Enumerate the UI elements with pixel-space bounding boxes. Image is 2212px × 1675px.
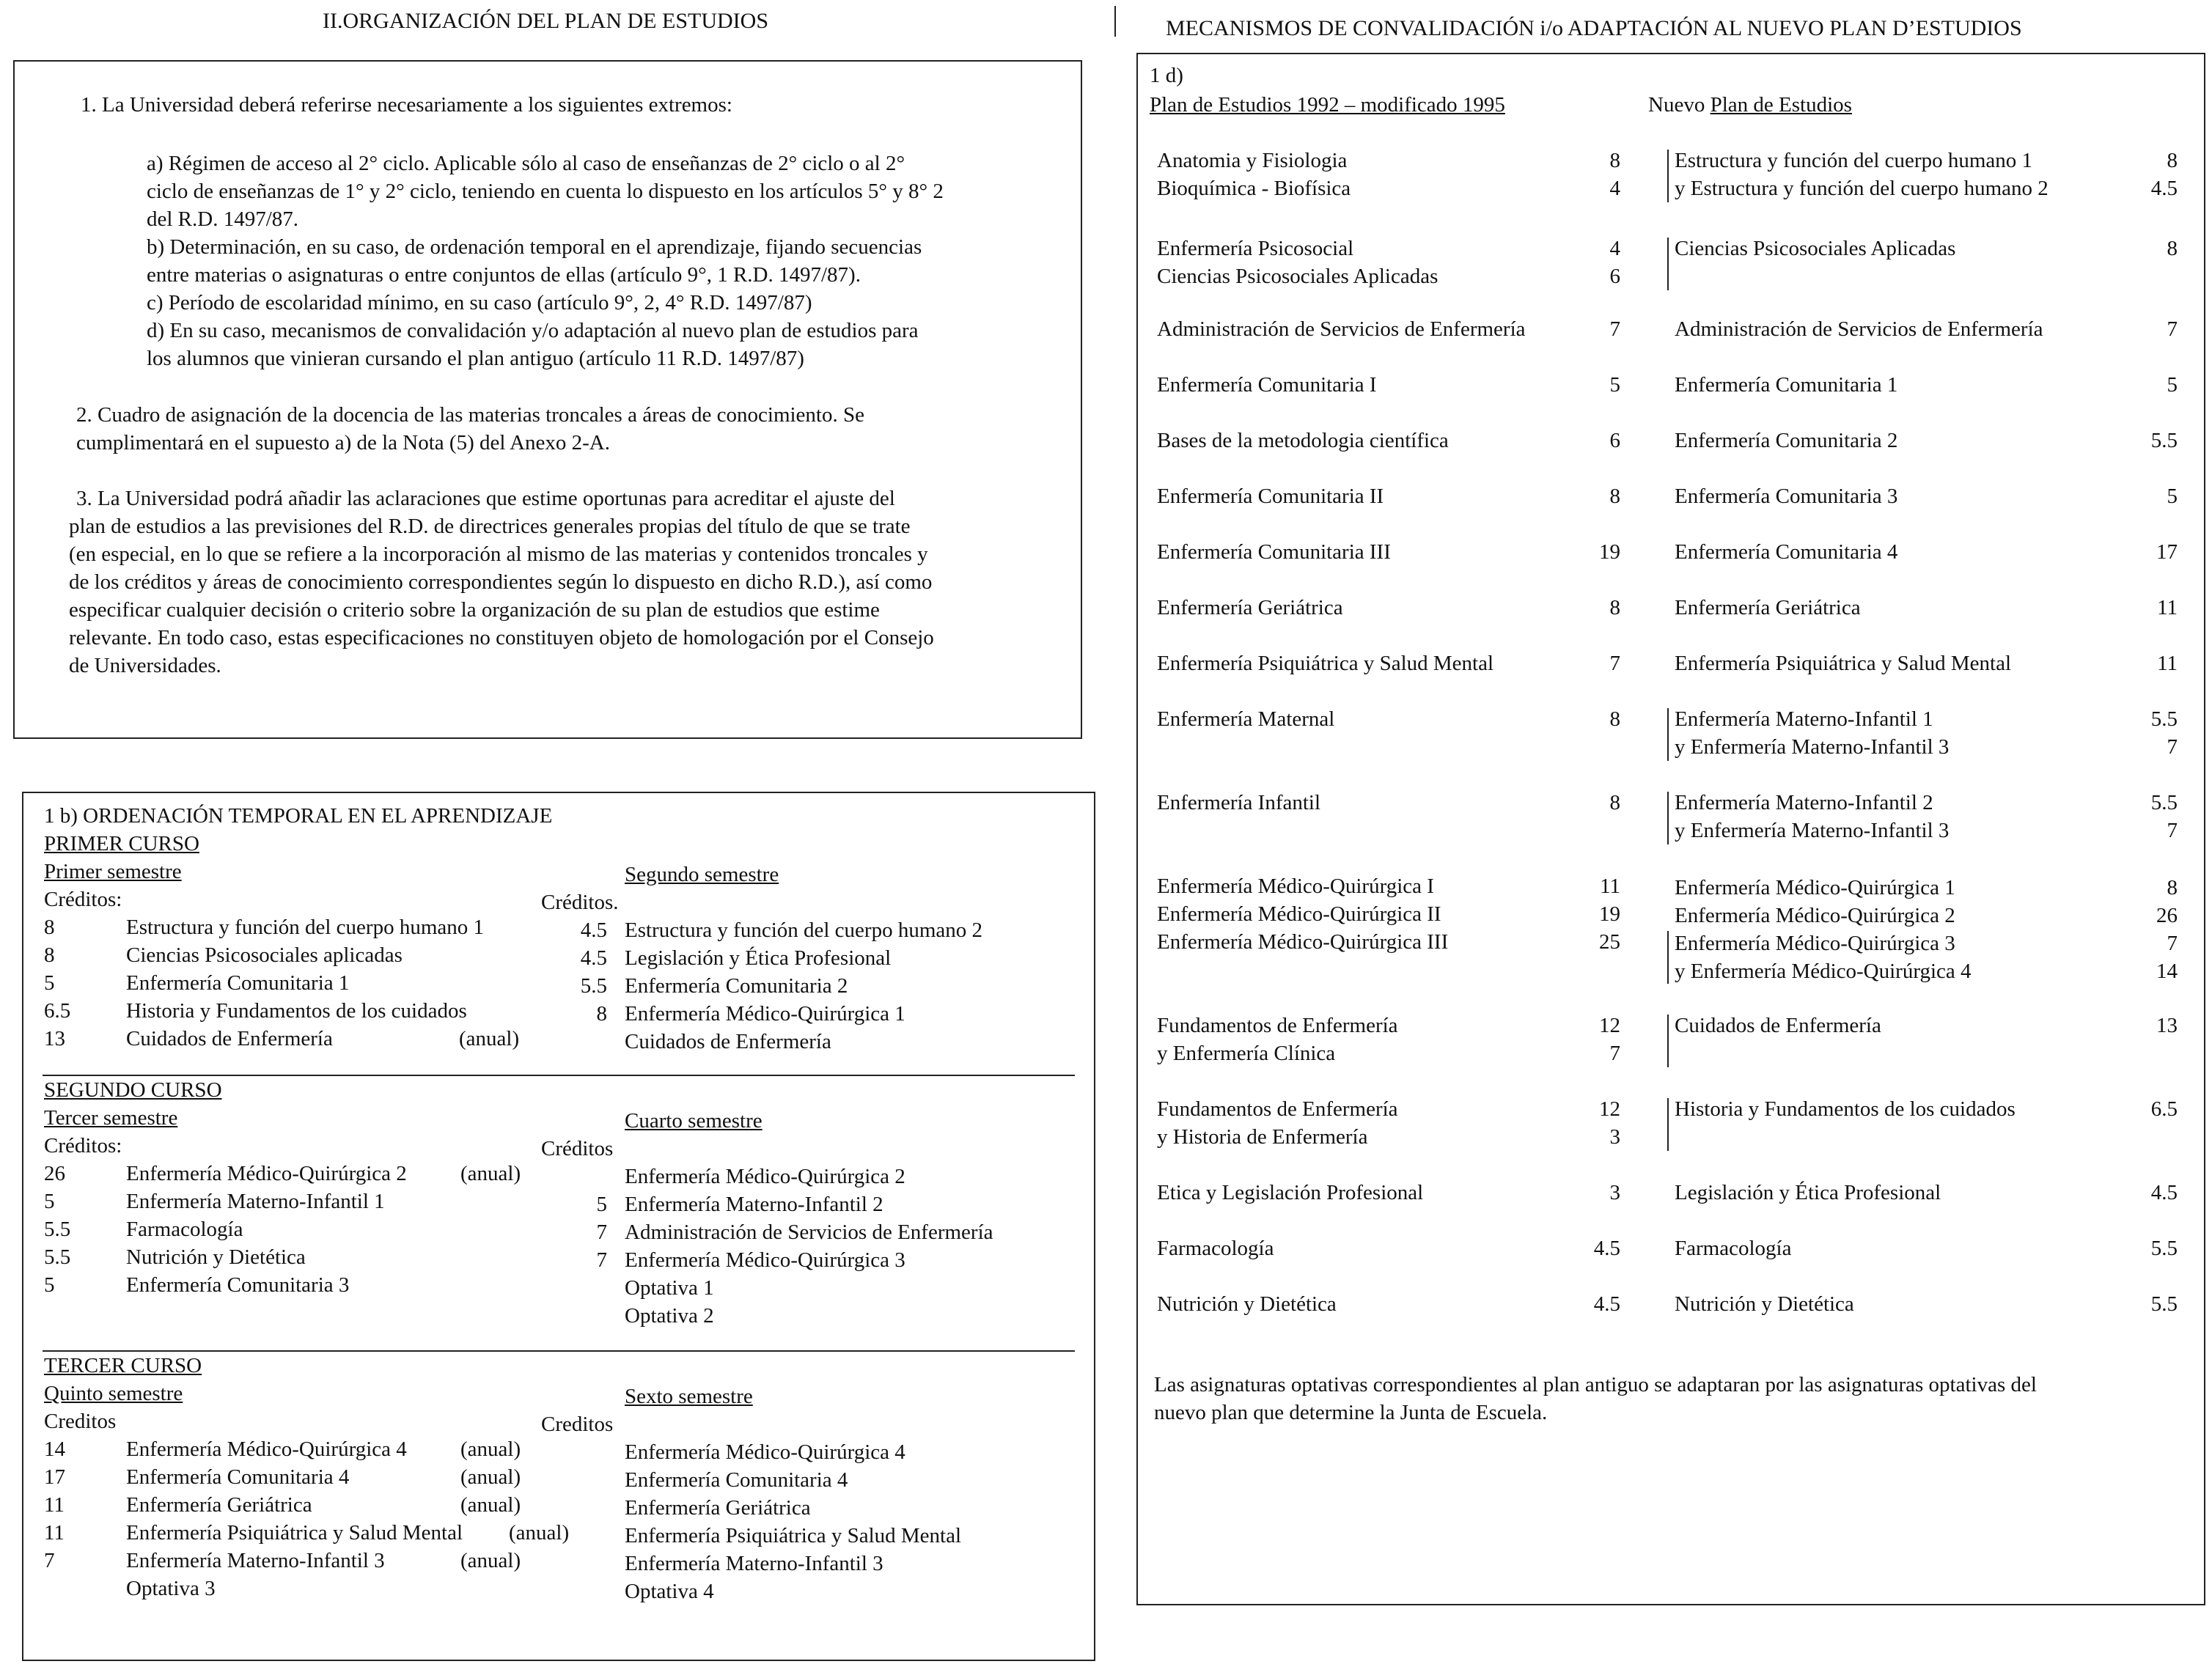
credits-right-label: Créditos. [541,891,619,914]
old-subject: Administración de Servicios de Enfermería [1157,317,1526,341]
new-plan-header [1648,91,1852,119]
old-credits: 4.5 [1593,1237,1620,1260]
subject-name: Enfermería Médico-Quirúrgica 4 [126,1437,407,1461]
new-subject: Enfermería Comunitaria 3 [1675,485,1898,508]
credit-value: 13 [44,1027,65,1050]
old-subject: Enfermería Infantil [1157,791,1321,814]
mapping-bracket [1667,1015,1669,1067]
old-credits: 5 [1609,373,1620,397]
credit-value: 6.5 [44,999,71,1023]
note-item-3-line1: 3. La Universidad podrá añadir las aclaraciones que estime oportunas para acreditar el ajuste del [76,487,895,510]
new-subject: Enfermería Materno-Infantil 1 [1675,707,1933,731]
note-item-2-line1: 2. Cuadro de asignación de la docencia de las materias troncales a áreas de conocimiento. Se [76,403,864,427]
credit-value: 8 [44,916,55,939]
subject-name: Enfermería Médico-Quirúrgica 4 [625,1440,905,1464]
old-credits: 3 [1609,1181,1620,1204]
old-subject: Enfermería Geriátrica [1157,596,1343,619]
new-credits: 5 [2167,485,2178,508]
note-item-3-line4: de los créditos y áreas de conocimiento correspondientes según lo dispuesto en dicho R.D.), así como [69,570,933,594]
old-subject: Enfermería Comunitaria I [1157,373,1377,397]
new-subject: Enfermería Comunitaria 2 [1675,429,1898,452]
new-credits: 5.5 [2150,1292,2178,1316]
old-subject: Nutrición y Dietética [1157,1292,1337,1316]
new-subject: Enfermería Médico-Quirúrgica 1 [1675,876,1955,899]
annual-tag: (anual) [460,1549,521,1572]
old-plan-header: Plan de Estudios 1992 – modificado 1995 [1150,93,1505,117]
note-item-1a-line2: ciclo de enseñanzas de 1° y 2° ciclo, teniendo en cuenta lo dispuesto en los artículos 5° y 8° 2 [147,180,944,203]
old-credits: 19 [1599,540,1620,564]
course-heading: TERCER CURSO [44,1354,202,1377]
credit-value: 5.5 [44,1245,71,1269]
old-subject: Anatomia y Fisiologia [1157,149,1348,172]
subject-name: Optativa 3 [126,1577,216,1600]
old-credits: 6 [1609,265,1620,288]
subject-name: Enfermería Médico-Quirúrgica 2 [126,1162,407,1185]
new-subject: Enfermería Comunitaria 1 [1675,373,1898,397]
new-subject: Nutrición y Dietética [1675,1292,1854,1316]
subject-name: Historia y Fundamentos de los cuidados [126,999,467,1023]
credit-value: 5 [44,1273,55,1297]
old-subject: Enfermería Médico-Quirúrgica III [1157,930,1449,954]
subject-name: Enfermería Médico-Quirúrgica 2 [625,1165,905,1188]
annual-tag: (anual) [459,1027,520,1050]
old-subject: Fundamentos de Enfermería [1157,1097,1398,1121]
old-subject: Enfermería Maternal [1157,707,1335,731]
old-credits: 4.5 [1593,1292,1620,1316]
old-subject: y Historia de Enfermería [1157,1125,1368,1149]
credit-value: 7 [44,1549,55,1572]
old-subject: Enfermería Médico-Quirúrgica I [1157,875,1434,898]
old-credits: 25 [1599,930,1620,954]
course-divider-2 [43,1350,1075,1352]
credit-value: 11 [44,1493,65,1517]
new-plan-title: Plan de Estudios [1710,93,1852,117]
annual-tag: (anual) [460,1465,521,1489]
annual-tag: (anual) [509,1521,570,1545]
convalidation-label: 1 d) [1150,64,1183,87]
new-subject: Cuidados de Enfermería [1675,1014,1881,1037]
old-subject: Farmacología [1157,1237,1274,1260]
new-credits: 4.5 [2150,177,2178,200]
note-item-1c: c) Período de escolaridad mínimo, en su caso (artículo 9°, 2, 4° R.D. 1497/87) [147,291,812,314]
subject-name: Enfermería Psiquiátrica y Salud Mental [625,1524,962,1547]
new-subject: Enfermería Médico-Quirúrgica 2 [1675,904,1955,927]
credit-value: 14 [44,1437,65,1461]
subject-name: Administración de Servicios de Enfermería [625,1221,993,1244]
old-credits: 7 [1609,317,1620,341]
credits-right-label: Créditos [541,1137,614,1160]
new-subject: y Enfermería Médico-Quirúrgica 4 [1675,960,1972,983]
old-credits: 4 [1609,237,1620,260]
new-subject: Estructura y función del cuerpo humano 1 [1675,149,2033,172]
new-credits: 7 [2167,735,2178,759]
credits-left-label: Creditos [44,1410,117,1433]
note-item-3-line2: plan de estudios a las previsiones del R.D. de directrices generales propias del título de que se trate [69,515,911,538]
subject-name: Optativa 4 [625,1580,714,1603]
new-subject: Legislación y Ética Profesional [1675,1181,1941,1204]
new-credits: 8 [2167,237,2178,260]
note-item-3-line5: especificar cualquier decisión o criterio sobre la organización de su plan de estudios que estime [69,598,880,622]
course-heading: SEGUNDO CURSO [44,1078,222,1102]
semester-left-title: Tercer semestre [44,1106,178,1130]
new-credits: 11 [2157,652,2178,675]
subject-name: Enfermería Médico-Quirúrgica 3 [625,1248,905,1272]
new-credits: 5 [2167,373,2178,397]
credit-value: 5.5 [580,974,607,998]
subject-name: Estructura y función del cuerpo humano 2 [625,919,983,942]
new-credits: 13 [2156,1014,2178,1037]
subject-name: Farmacología [126,1218,243,1241]
new-credits: 8 [2167,149,2178,172]
subject-name: Enfermería Materno-Infantil 3 [625,1552,883,1575]
new-subject: Enfermería Materno-Infantil 2 [1675,791,1933,814]
subject-name: Ciencias Psicosociales aplicadas [126,943,403,967]
optatives-note-line2: nuevo plan que determine la Junta de Escuela. [1154,1401,1548,1424]
credit-value: 11 [44,1521,65,1545]
credit-value: 8 [44,943,55,967]
new-subject: y Enfermería Materno-Infantil 3 [1675,735,1950,759]
note-item-1d-line1: d) En su caso, mecanismos de convalidación y/o adaptación al nuevo plan de estudios para [147,319,919,342]
semester-right-title: Segundo semestre [625,863,779,886]
new-credits: 5.5 [2150,1237,2178,1260]
credit-value: 7 [596,1221,607,1244]
new-subject: Administración de Servicios de Enfermería [1675,317,2043,341]
credit-value: 5.5 [44,1218,71,1241]
new-credits: 7 [2167,932,2178,955]
credit-value: 5 [596,1193,607,1216]
subject-name: Optativa 2 [625,1304,714,1328]
note-item-1a-line3: del R.D. 1497/87. [147,207,299,231]
old-subject: Enfermería Psicosocial [1157,237,1354,260]
new-subject: y Estructura y función del cuerpo humano 2 [1675,177,2049,200]
mapping-bracket [1667,238,1669,290]
note-item-3-line3: (en especial, en lo que se refiere a la incorporación al mismo de las materias y contenidos troncales y [69,542,928,566]
new-subject: Enfermería Geriátrica [1675,596,1861,619]
old-credits: 8 [1609,149,1620,172]
note-item-1d-line2: los alumnos que vinieran cursando el plan antiguo (artículo 11 R.D. 1497/87) [147,347,804,370]
subject-name: Enfermería Comunitaria 4 [126,1465,350,1489]
credit-value: 8 [596,1002,607,1026]
subject-name: Enfermería Médico-Quirúrgica 1 [625,1002,905,1026]
subject-name: Enfermería Comunitaria 2 [625,974,848,998]
new-credits: 6.5 [2150,1097,2178,1121]
old-credits: 4 [1609,177,1620,200]
left-page-title: II.ORGANIZACIÓN DEL PLAN DE ESTUDIOS [323,9,768,33]
old-credits: 8 [1609,485,1620,508]
subject-name: Enfermería Geriátrica [625,1496,811,1520]
semester-right-title: Sexto semestre [625,1385,753,1408]
subject-name: Enfermería Comunitaria 3 [126,1273,350,1297]
new-credits: 5.5 [2150,791,2178,814]
mapping-bracket [1667,708,1669,761]
credits-left-label: Créditos: [44,888,122,911]
semester-left-title: Primer semestre [44,860,182,883]
credit-value: 7 [596,1248,607,1272]
annual-tag: (anual) [460,1437,521,1461]
old-credits: 7 [1609,1042,1620,1065]
subject-name: Optativa 1 [625,1276,714,1300]
note-item-1b-line2: entre materias o asignaturas o entre conjuntos de ellas (artículo 9°, 1 R.D. 1497/87). [147,263,861,287]
old-subject: Etica y Legislación Profesional [1157,1181,1424,1204]
optatives-note-line1: Las asignaturas optativas correspondientes al plan antiguo se adaptaran por las asignaturas optativas del [1154,1373,2037,1396]
credits-left-label: Créditos: [44,1134,122,1157]
credit-value: 5 [44,1190,55,1213]
mapping-bracket [1667,792,1669,844]
new-credits: 4.5 [2150,1181,2178,1204]
subject-name: Estructura y función del cuerpo humano 1 [126,916,485,939]
new-credits: 7 [2167,819,2178,842]
subject-name: Enfermería Comunitaria 4 [625,1468,848,1492]
subject-name: Cuidados de Enfermería [126,1027,333,1050]
credit-value: 4.5 [580,946,607,970]
new-subject: y Enfermería Materno-Infantil 3 [1675,819,1950,842]
course-heading: PRIMER CURSO [44,832,199,855]
note-item-2-line2: cumplimentará en el supuesto a) de la Nota (5) del Anexo 2-A. [76,431,610,454]
subject-name: Enfermería Psiquiátrica y Salud Mental [126,1521,463,1545]
note-item-1a-line1: a) Régimen de acceso al 2° ciclo. Aplicable sólo al caso de enseñanzas de 2° ciclo o al 2° [147,152,905,175]
note-item-3-line7: de Universidades. [69,654,221,677]
new-credits: 17 [2156,540,2178,564]
old-credits: 12 [1599,1097,1620,1121]
subject-name: Legislación y Ética Profesional [625,946,892,970]
subject-name: Cuidados de Enfermería [625,1030,831,1053]
new-credits: 11 [2157,596,2178,619]
subject-name: Enfermería Geriátrica [126,1493,312,1517]
note-item-3-line6: relevante. En todo caso, estas especificaciones no constituyen objeto de homologación por el Consejo [69,626,934,649]
new-subject: Enfermería Médico-Quirúrgica 3 [1675,932,1955,955]
course-divider-1 [43,1075,1075,1076]
old-subject: Bases de la metodologia científica [1157,429,1449,452]
old-credits: 12 [1599,1014,1620,1037]
old-credits: 8 [1609,791,1620,814]
credit-value: 26 [44,1162,65,1185]
annual-tag: (anual) [460,1162,521,1185]
new-plan-prefix: Nuevo [1648,93,1711,117]
temporal-ordering-title: 1 b) ORDENACIÓN TEMPORAL EN EL APRENDIZAJE [44,804,553,828]
old-subject: Fundamentos de Enfermería [1157,1014,1398,1037]
subject-name: Enfermería Materno-Infantil 1 [126,1190,385,1213]
page-divider [1114,6,1116,37]
mapping-bracket [1667,931,1669,984]
new-credits: 5.5 [2150,429,2178,452]
subject-name: Enfermería Materno-Infantil 3 [126,1549,385,1572]
old-credits: 3 [1609,1125,1620,1149]
mapping-bracket [1667,1098,1669,1151]
subject-name: Enfermería Comunitaria 1 [126,971,350,995]
new-subject: Ciencias Psicosociales Aplicadas [1675,237,1956,260]
note-item-1: 1. La Universidad deberá referirse necesariamente a los siguientes extremos: [81,93,732,117]
subject-name: Nutrición y Dietética [126,1245,306,1269]
credit-value: 4.5 [580,919,607,942]
old-subject: Enfermería Médico-Quirúrgica II [1157,902,1441,926]
credits-right-label: Creditos [541,1413,614,1436]
annual-tag: (anual) [460,1493,521,1517]
old-credits: 6 [1609,429,1620,452]
old-subject: Enfermería Comunitaria III [1157,540,1391,564]
old-credits: 8 [1609,596,1620,619]
old-subject: Enfermería Psiquiátrica y Salud Mental [1157,652,1494,675]
new-credits: 8 [2167,876,2178,899]
new-credits: 26 [2156,904,2178,927]
new-credits: 14 [2156,960,2178,983]
old-credits: 19 [1599,902,1620,926]
new-credits: 7 [2167,317,2178,341]
subject-name: Enfermería Materno-Infantil 2 [625,1193,883,1216]
note-item-1b-line1: b) Determinación, en su caso, de ordenación temporal en el aprendizaje, fijando secuencias [147,235,922,259]
old-subject: y Enfermería Clínica [1157,1042,1336,1065]
semester-left-title: Quinto semestre [44,1382,183,1405]
new-credits: 5.5 [2150,707,2178,731]
credit-value: 5 [44,971,55,995]
semester-right-title: Cuarto semestre [625,1109,763,1133]
right-page-title: MECANISMOS DE CONVALIDACIÓN i/o ADAPTACIÓN AL NUEVO PLAN D’ESTUDIOS [1166,16,2022,40]
mapping-bracket [1667,150,1669,202]
old-subject: Ciencias Psicosociales Aplicadas [1157,265,1438,288]
old-subject: Bioquímica - Biofísica [1157,177,1351,200]
new-subject: Enfermería Comunitaria 4 [1675,540,1898,564]
old-credits: 11 [1600,875,1620,898]
credit-value: 17 [44,1465,65,1489]
new-subject: Enfermería Psiquiátrica y Salud Mental [1675,652,2012,675]
new-subject: Farmacología [1675,1237,1792,1260]
old-credits: 8 [1609,707,1620,731]
old-credits: 7 [1609,652,1620,675]
new-subject: Historia y Fundamentos de los cuidados [1675,1097,2016,1121]
old-subject: Enfermería Comunitaria II [1157,485,1384,508]
